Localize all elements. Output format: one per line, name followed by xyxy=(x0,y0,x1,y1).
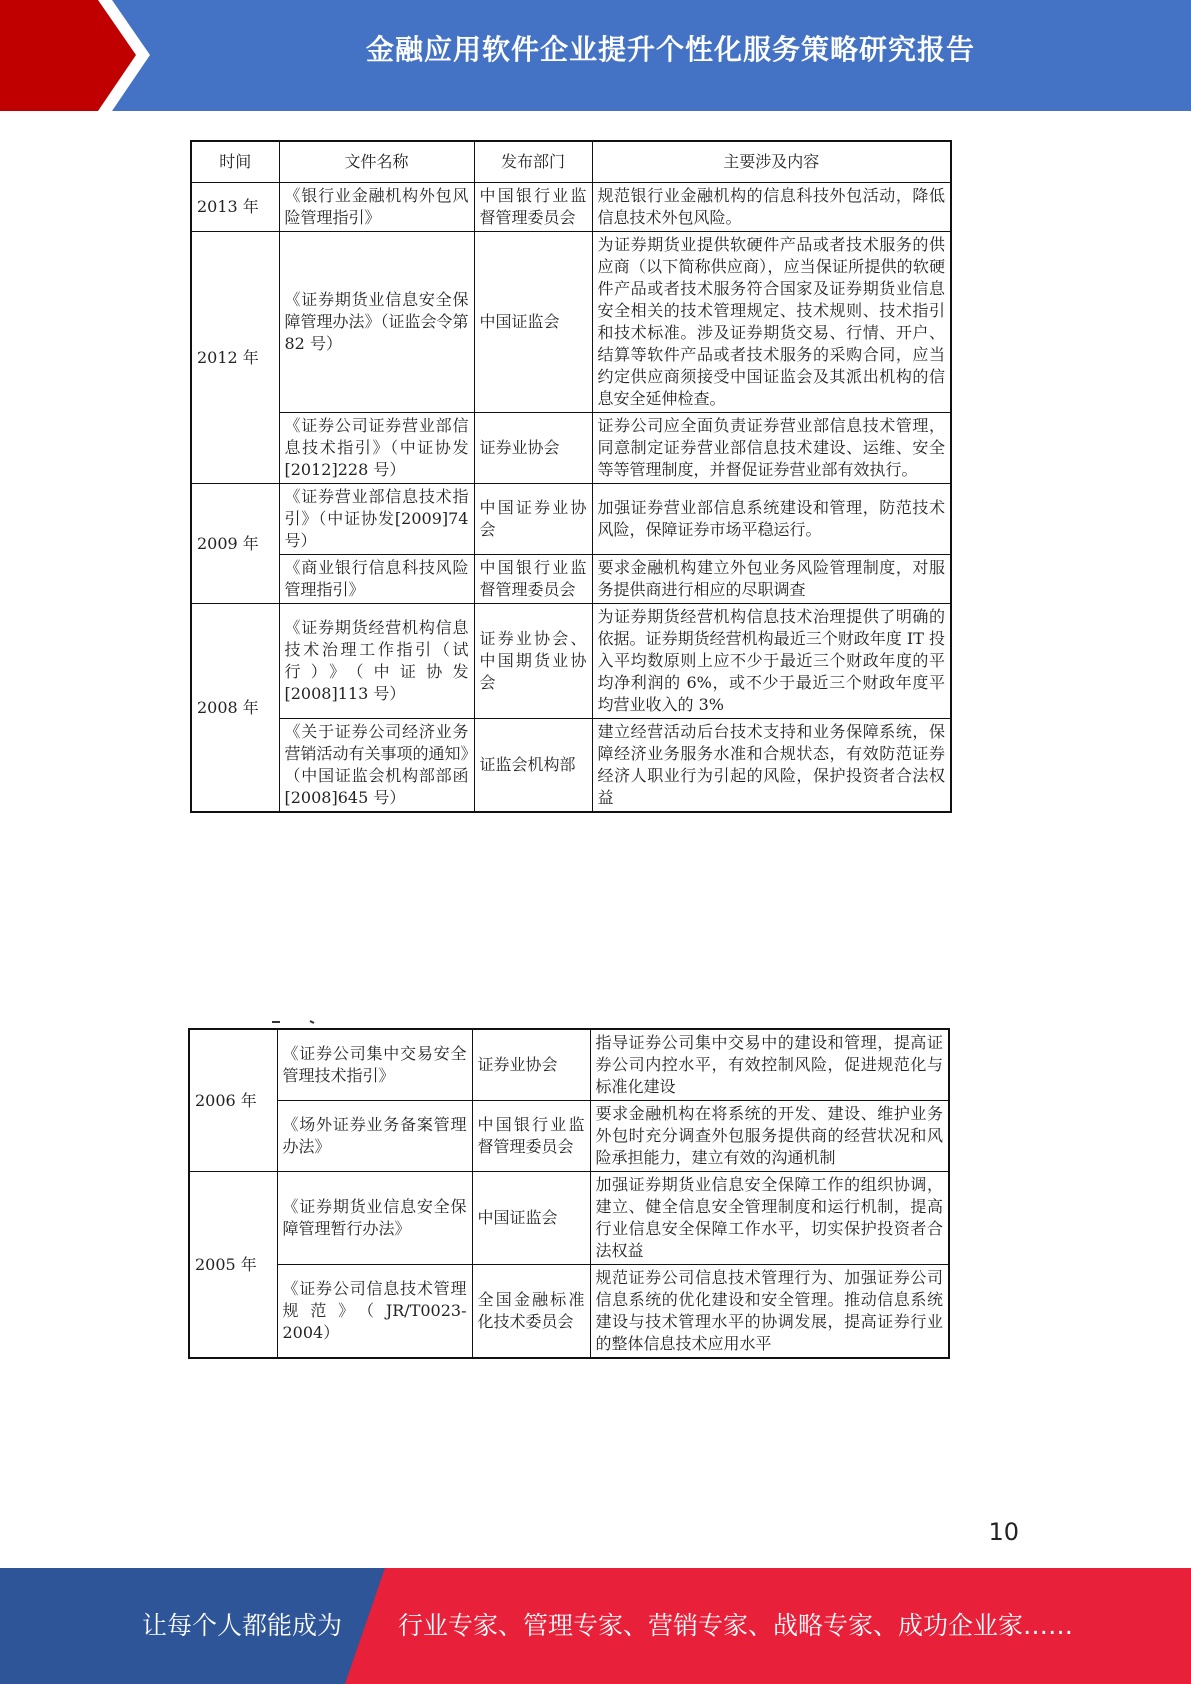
footer-slogan-left: 让每个人都能成为 xyxy=(142,1611,343,1640)
column-header-content: 主要涉及内容 xyxy=(592,141,951,183)
table-row xyxy=(189,1101,949,1172)
department-cell: 中国证监会 xyxy=(474,232,592,413)
column-header-time: 时间 xyxy=(191,141,279,183)
table-row xyxy=(191,413,951,484)
document-cell: 《商业银行信息科技风险管理指引》 xyxy=(279,555,474,604)
scan-artifact-mark xyxy=(270,1018,390,1026)
document-cell: 《银行业金融机构外包风险管理指引》 xyxy=(279,183,474,232)
content-cell: 加强证券营业部信息系统建设和管理，防范技术风险，保障证券市场平稳运行。 xyxy=(592,484,951,555)
document-cell: 《场外证券业务备案管理办法》 xyxy=(277,1101,472,1172)
department-cell: 中国银行业监督管理委员会 xyxy=(474,183,592,232)
table-row xyxy=(189,1265,949,1359)
year-cell: 2006 年 xyxy=(189,1029,277,1172)
department-cell: 证券业协会 xyxy=(474,413,592,484)
content-cell: 要求金融机构在将系统的开发、建设、维护业务外包时充分调查外包服务提供商的经营状况和风险承担能力，建立有效的沟通机制 xyxy=(590,1101,949,1172)
table-row xyxy=(191,555,951,604)
document-cell: 《证券公司集中交易安全管理技术指引》 xyxy=(277,1029,472,1101)
table-row xyxy=(191,232,951,413)
policy-table-part-2 xyxy=(188,1028,950,1359)
table-row xyxy=(191,719,951,813)
page-footer xyxy=(0,1568,1191,1684)
page-header xyxy=(0,0,1191,111)
content-cell: 规范银行业金融机构的信息科技外包活动，降低信息技术外包风险。 xyxy=(592,183,951,232)
policy-table-part-1 xyxy=(190,140,952,813)
year-cell: 2012 年 xyxy=(191,232,279,484)
year-cell: 2009 年 xyxy=(191,484,279,604)
page-number: 10 xyxy=(988,1518,1019,1546)
table-header-row xyxy=(191,141,951,183)
content-cell: 指导证券公司集中交易中的建设和管理，提高证券公司内控水平，有效控制风险，促进规范化与标准化建设 xyxy=(590,1029,949,1101)
column-header-department: 发布部门 xyxy=(474,141,592,183)
content-cell: 加强证券期货业信息安全保障工作的组织协调，建立、健全信息安全管理制度和运行机制，提高行业信息安全保障工作水平，切实保护投资者合法权益 xyxy=(590,1172,949,1265)
department-cell: 中国证监会 xyxy=(472,1172,590,1265)
department-cell: 证监会机构部 xyxy=(474,719,592,813)
department-cell: 中国银行业监督管理委员会 xyxy=(474,555,592,604)
table-row xyxy=(191,484,951,555)
document-cell: 《关于证券公司经济业务营销活动有关事项的通知》（中国证监会机构部部函[2008]645 号） xyxy=(279,719,474,813)
document-cell: 《证券公司证券营业部信息技术指引》（中证协发[2012]228 号） xyxy=(279,413,474,484)
department-cell: 证券业协会、中国期货业协会 xyxy=(474,604,592,719)
content-cell: 要求金融机构建立外包业务风险管理制度，对服务提供商进行相应的尽职调查 xyxy=(592,555,951,604)
department-cell: 中国银行业监督管理委员会 xyxy=(472,1101,590,1172)
column-header-document: 文件名称 xyxy=(279,141,474,183)
document-cell: 《证券期货业信息安全保障管理办法》（证监会令第 82 号） xyxy=(279,232,474,413)
table-row xyxy=(189,1172,949,1265)
content-cell: 为证券期货经营机构信息技术治理提供了明确的依据。证券期货经营机构最近三个财政年度 IT 投入平均数原则上应不少于最近三个财政年度的平均净利润的 6%，或不少于最近三个财政年度平均营业收入的 3% xyxy=(592,604,951,719)
page-title: 金融应用软件企业提升个性化服务策略研究报告 xyxy=(365,33,975,66)
department-cell: 全国金融标准化技术委员会 xyxy=(472,1265,590,1359)
department-cell: 证券业协会 xyxy=(472,1029,590,1101)
document-cell: 《证券公司信息技术管理规范》（JR/T0023-2004） xyxy=(277,1265,472,1359)
table-row xyxy=(189,1029,949,1101)
content-cell: 为证券期货业提供软硬件产品或者技术服务的供应商（以下简称供应商），应当保证所提供的软硬件产品或者技术服务符合国家及证券期货业信息安全相关的技术管理规定、技术规则、技术指引和技术标准。涉及证券期货交易、行情、开户、结算等软件产品或者技术服务的采购合同，应当约定供应商须接受中国证监会及其派出机构的信息安全延伸检查。 xyxy=(592,232,951,413)
content-cell: 规范证券公司信息技术管理行为、加强证券公司信息系统的优化建设和安全管理。推动信息系统建设与技术管理水平的协调发展，提高证券行业的整体信息技术应用水平 xyxy=(590,1265,949,1359)
content-cell: 建立经营活动后台技术支持和业务保障系统，保障经济业务服务水准和合规状态，有效防范证券经济人职业行为引起的风险，保护投资者合法权益 xyxy=(592,719,951,813)
table-row xyxy=(191,604,951,719)
year-cell: 2013 年 xyxy=(191,183,279,232)
table-row xyxy=(191,183,951,232)
year-cell: 2005 年 xyxy=(189,1172,277,1359)
header-arrow-decoration xyxy=(0,0,160,111)
document-cell: 《证券营业部信息技术指引》（中证协发[2009]74 号） xyxy=(279,484,474,555)
footer-slogan-right: 行业专家、管理专家、营销专家、战略专家、成功企业家…… xyxy=(398,1611,1074,1640)
document-cell: 《证券期货业信息安全保障管理暂行办法》 xyxy=(277,1172,472,1265)
content-cell: 证券公司应全面负责证券营业部信息技术管理，同意制定证券营业部信息技术建设、运维、安全等等管理制度，并督促证券营业部有效执行。 xyxy=(592,413,951,484)
year-cell: 2008 年 xyxy=(191,604,279,813)
document-cell: 《证券期货经营机构信息技术治理工作指引（试行）》（中证协发[2008]113 号） xyxy=(279,604,474,719)
department-cell: 中国证券业协会 xyxy=(474,484,592,555)
